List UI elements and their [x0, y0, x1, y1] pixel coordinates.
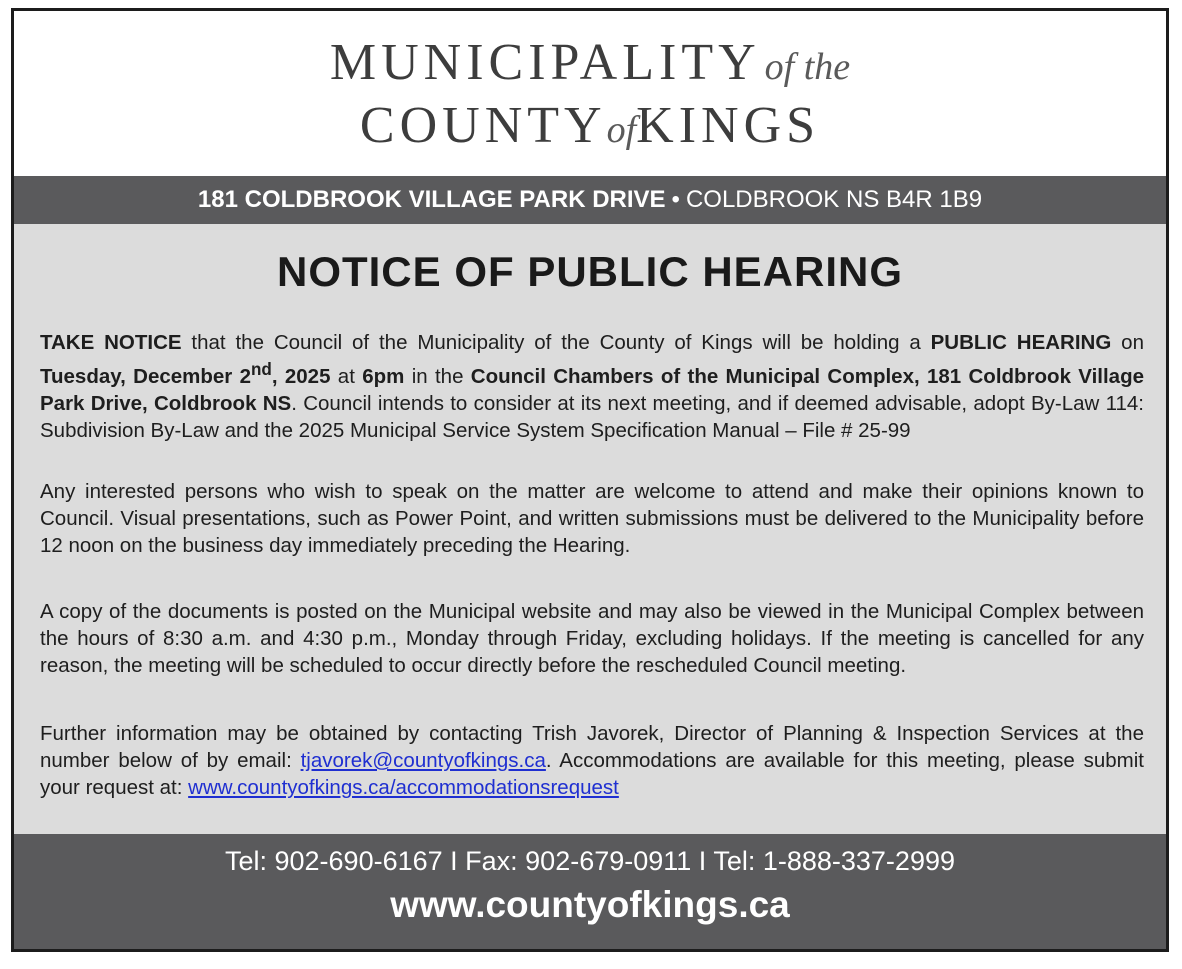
p4-text-2: . Accommodations are available for this meeting, please submit your request at:	[40, 749, 1145, 799]
logo-word-kings: KINGS	[636, 97, 821, 154]
logo-line-1	[14, 33, 1166, 92]
p1-text-5: . Council intends to consider at its next meeting, and if deemed advisable, adopt By-Law 114: Subdivision By-Law and the 2025 Municipal Service System Specification Manual – File # 25-99	[40, 391, 1144, 442]
hearing-location: Council Chambers of the Municipal Complex, 181 Coldbrook Village Park Drive, Coldbrook NS	[40, 364, 1145, 415]
logo-word-municipality: MUNICIPALITY	[329, 34, 761, 91]
notice-frame	[11, 8, 1169, 952]
email-link[interactable]: tjavorek@countyofkings.ca	[300, 749, 546, 772]
p1-text-4: in the	[404, 364, 471, 388]
hearing-date-main: Tuesday, December 2	[40, 364, 251, 388]
hearing-date-year: , 2025	[271, 364, 331, 388]
paragraph-speakers: Any interested persons who wish to speak on the matter are welcome to attend and make their opinions known to Council. Visual presentations, such as Power Point, and written submissions must be delivered to the Municipality before 12 noon on the business day immediately preceding the Hearing.	[40, 480, 1144, 557]
contact-footer	[14, 834, 1166, 949]
paragraph-further-info	[40, 720, 1144, 801]
hearing-time: 6pm	[362, 364, 405, 388]
paragraph-take-notice	[40, 329, 1144, 444]
address-separator: •	[671, 186, 680, 213]
hearing-date-suffix: nd	[251, 360, 272, 379]
website-url: www.countyofkings.ca	[390, 884, 790, 925]
take-notice-label: TAKE NOTICE	[40, 331, 182, 354]
notice-title: NOTICE OF PUBLIC HEARING	[276, 248, 903, 295]
address-street: 181 COLDBROOK VILLAGE PARK DRIVE	[197, 186, 666, 213]
p1-text-3: at	[330, 364, 363, 388]
hearing-date	[40, 360, 331, 388]
public-hearing-label: PUBLIC HEARING	[930, 331, 1112, 354]
accommodations-link[interactable]: www.countyofkings.ca/accommodationsrequest	[188, 776, 619, 799]
logo-line-2	[14, 96, 1166, 155]
p1-text-2: on	[1111, 331, 1144, 354]
municipality-logo	[14, 11, 1166, 176]
notice-body	[14, 224, 1166, 834]
address-bar	[14, 176, 1166, 224]
phone-numbers: Tel: 902-690-6167 I Fax: 902-679-0911 I Tel: 1-888-337-2999	[224, 846, 955, 876]
p4-text-1: Further information may be obtained by contacting Trish Javorek, Director of Planning & Inspection Services at the number below of by email:	[40, 722, 1144, 772]
logo-word-of: of	[606, 109, 637, 151]
logo-word-of-the: of the	[764, 46, 851, 88]
p1-text-1: that the Council of the Municipality of the County of Kings will be holding a	[181, 331, 931, 354]
paragraph-documents: A copy of the documents is posted on the Municipal website and may also be viewed in the Municipal Complex between the hours of 8:30 a.m. and 4:30 p.m., Monday through Friday, excluding holidays. If the meeting is cancelled for any reason, the meeting will be scheduled to occur directly before the rescheduled Council meeting.	[40, 600, 1144, 677]
logo-word-county: COUNTY	[359, 97, 607, 154]
address-city: COLDBROOK NS B4R 1B9	[685, 186, 983, 213]
